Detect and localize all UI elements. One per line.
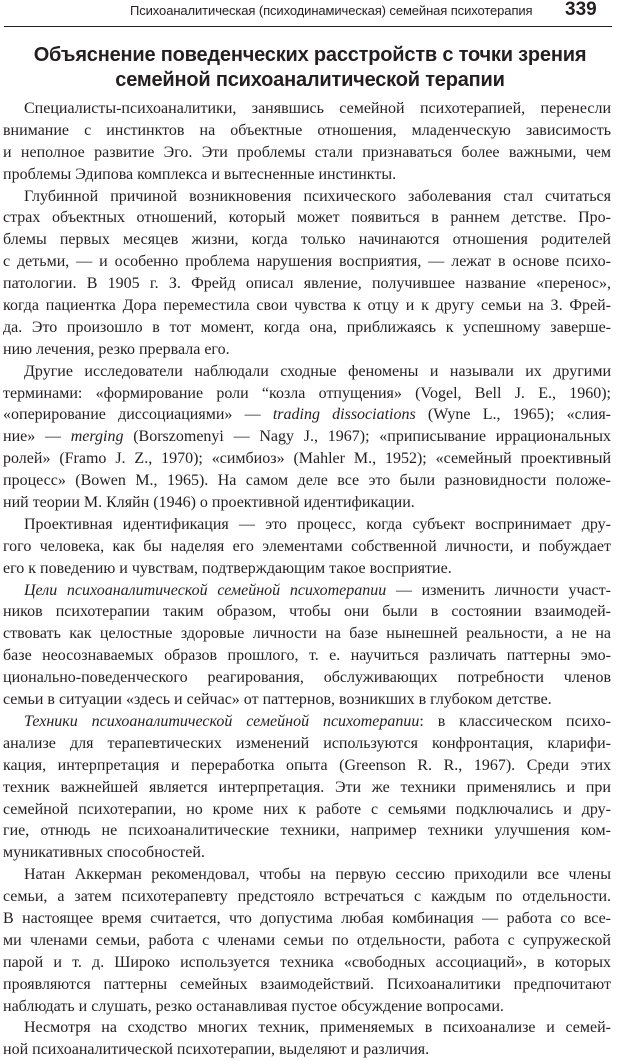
paragraph — [3, 711, 611, 864]
text-line: Несмотря на сходство многих техник, применяемых в психоанализе и семей- — [24, 1019, 611, 1037]
text-line: и неполное развитие Эго. Эти проблемы стали признаваться более важными, чем — [3, 143, 611, 161]
text-line: ников психотерапии таким образом, чтобы они были в состоянии взаимодей- — [3, 603, 611, 621]
section-title-line: Объяснение поведенческих расстройств с точки зрения — [33, 44, 587, 66]
text-line: семьи, а затем психотерапевту предстояло встречаться с каждым по отдельности. — [3, 888, 611, 906]
text-line: Специалисты-психоаналитики, занявшись семейной психотерапией, перенесли — [24, 100, 611, 117]
text-line: Техники психоаналитической семейной психотерапии: в классическом психо- — [24, 712, 611, 730]
italic-term: trading dissociations — [272, 406, 416, 424]
text-line: наблюдать и слушать, резко останавливая пустое обсуждение вопросами. — [3, 997, 504, 1015]
text-line: ционально-поведенческого реагирования, обслуживающих потребности членов — [3, 669, 611, 687]
text-line: Глубинной причиной возникновения психического заболевания стал считаться — [24, 187, 611, 205]
paragraph — [3, 864, 611, 1017]
text-line: гие, отнюдь не психоаналитические техники, например техники улучшения ком- — [3, 822, 611, 840]
text-line: страх объектных отношений, который может появиться в раннем детстве. Про- — [3, 209, 611, 227]
italic-term: merging — [70, 428, 124, 446]
paragraph — [3, 580, 611, 711]
text-line: кация, интерпретация и переработка опыта (Greenson R. R., 1967). Среди этих — [3, 756, 611, 774]
text-line: процесс» (Bowen M., 1965). На самом деле все это были разновидности положе- — [3, 472, 611, 490]
italic-term: Цели психоаналитической семейной психотерапии — [24, 581, 387, 599]
text-line: семейной психотерапии, но кроме них к работе с семьями подключались и дру- — [3, 800, 611, 818]
text-line: ние» — merging (Borszomenyi — Nagy J., 1967); «приписывание иррациональных — [3, 428, 611, 446]
text-line: базе неосознаваемых образов прошлого, т. е. научиться различать паттерны эмо- — [3, 647, 611, 665]
text-line: проблемы Эдипова комплекса и вытесненные инстинкты. — [3, 165, 397, 183]
text-line: Цели психоаналитической семейной психотерапии — изменить личности участ- — [24, 581, 611, 599]
text-line: проявляются паттерны семейных взаимодействий. Психоаналитики предпочитают — [3, 975, 611, 993]
text-line: ми членами семьи, работа с членами семьи по отдельности, работа с супружеской — [3, 931, 611, 949]
paragraph — [3, 514, 611, 580]
text-line: ролей» (Framo J. Z., 1970); «симбиоз» (Mahler M., 1952); «семейный проективный — [3, 450, 611, 468]
text-line: «оперирование диссоциациями» — trading dissociations (Wyne L., 1965); «слия- — [3, 406, 611, 424]
text-line: Проективная идентификация — это процесс, когда субъект воспринимает дру- — [24, 515, 611, 533]
text-line: техник важнейшей является интерпретация. Эти же техники применялись и при — [3, 778, 611, 796]
section-title — [0, 43, 620, 93]
text-line: с детьми, — и особенно проблема нарушения восприятия, — лежат в основе психо- — [3, 253, 611, 271]
text-line: муникативных способностей. — [3, 844, 205, 862]
text-line: парой и т. д. Широко используется техника «свободных ассоциаций», в которых — [3, 953, 611, 971]
text-line: ний теории М. Кляйн (1946) о проективной идентификации. — [3, 494, 415, 512]
text-line: ной психоаналитической психотерапии, выделяют и различия. — [3, 1041, 430, 1059]
text-line: Другие исследователи наблюдали сходные феномены и называли их другими — [24, 362, 611, 380]
text-line: В настоящее время считается, что допустима любая комбинация — работа со все- — [3, 909, 611, 927]
text-line: гого человека, как бы наделяя его элементами собственной личности, и побуждает — [3, 537, 611, 555]
italic-term: Техники психоаналитической семейной психотерапии — [24, 712, 420, 730]
page-number: 339 — [565, 0, 597, 20]
paragraph — [3, 98, 611, 186]
paragraph — [3, 186, 611, 361]
body-text — [3, 98, 611, 1061]
text-line: патологии. В 1905 г. З. Фрейд описал явление, получившее название «перенос», — [3, 275, 611, 293]
text-line: внимание с инстинктов на объектные отношения, младенческую зависимость — [3, 121, 611, 139]
text-line: блемы первых месяцев жизни, когда только начинаются отношения родителей — [3, 231, 611, 249]
text-line: анализе для терапевтических изменений используются конфронтация, кларифи- — [3, 734, 611, 752]
running-title: Психоаналитическая (психодинамическая) семейная психотерапия — [130, 3, 533, 18]
text-line: ствовать как целостные здоровые личности на базе нынешней реальности, а не на — [3, 625, 611, 643]
text-line: семьи в ситуации «здесь и сейчас» от паттернов, возникших в глубоком детстве. — [3, 691, 552, 709]
text-line: терминами: «формирование роли “козла отпущения» (Vogel, Bell J. E., 1960); — [3, 384, 611, 402]
section-title-line: семейной психоаналитической терапии — [115, 69, 505, 91]
running-header — [4, 0, 612, 27]
paragraph — [3, 1017, 611, 1061]
text-line: когда пациентка Дора переместила свои чувства к отцу и к другу семьи на З. Фрей- — [3, 297, 611, 315]
paragraph — [3, 361, 611, 514]
text-line: Натан Аккерман рекомендовал, чтобы на первую сессию приходили все члены — [24, 866, 611, 884]
text-line: нию лечения, резко прервала его. — [3, 340, 230, 358]
text-line: да. Это произошло в тот момент, когда она, приближаясь к успешному заверше- — [3, 318, 611, 336]
text-line: его к поведению и чувствам, подтверждающим такое восприятие. — [3, 559, 452, 577]
